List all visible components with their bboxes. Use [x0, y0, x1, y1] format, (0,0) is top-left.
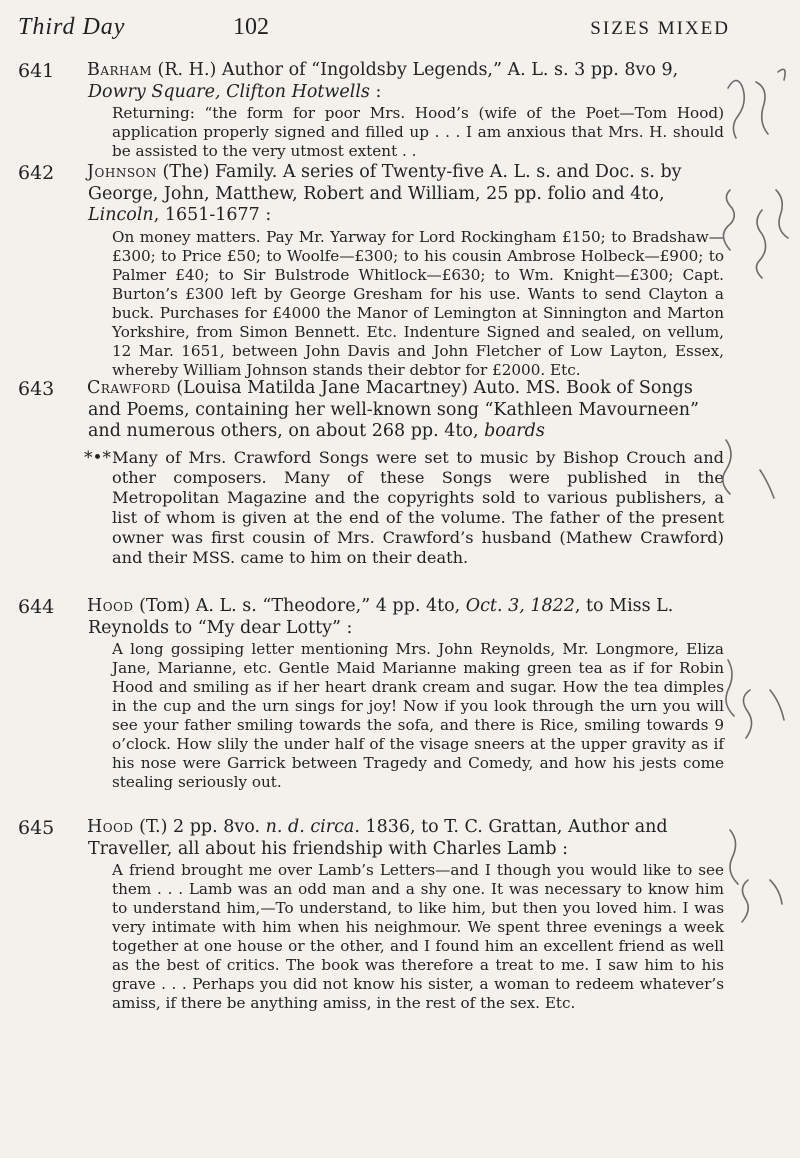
entry-author: Barham	[87, 60, 152, 80]
entry-author: Hood	[87, 596, 134, 616]
lot-number: 643	[18, 378, 55, 400]
entry-heading: Barham (R. H.) Author of “Ingoldsby Legends,” A. L. s. 3 pp. 8vo 9, Dowry Square, Clifton Hotwells :	[87, 60, 679, 102]
entry-description: *•* Many of Mrs. Crawford Songs were set to music by Bishop Crouch and other composers. Many of these Songs were published in the Metropolitan Magazine and the copyrights sold to various publishers, a list of whom is given at the end of the volume. The father of the present owner was first cousin of Mrs. Crawford’s husband (Mathew Crawford) and their MSS. came to him on their death.	[84, 448, 724, 567]
entry-author: Johnson	[87, 162, 157, 182]
lot-number: 644	[18, 596, 55, 618]
entry-description: A long gossiping letter mentioning Mrs. John Reynolds, Mr. Longmore, Eliza Jane, Marianne, etc. Gentle Maid Marianne making green tea as if for Robin Hood and smiling as if her heart drank cream and sugar. How the tea dimples in the cup and the urn sings for joy! Now if you look through the urn you will see your father smiling towards the sofa, and there is Rice, smiling towards 9 o’clock. How slily the under half of the visage sneers at the upper gravity as if his nose were Garrick between Tragedy and Comedy, and how his jests come stealing seriously out.	[112, 640, 724, 791]
entry-description: A friend brought me over Lamb’s Letters—and I though you would like to see them . . . Lamb was an odd man and a shy one. It was necessary to know him to understand him,—To understand, to like him, but then you loved him. I was very intimate with him when his neighmour. We spent three evenings a week together at one house or the other, and I found him an excellent friend as well as the best of critics. The book was therefore a treat to me. I saw him to his grave . . . Perhaps you did not know his sister, a woman to redeem whatever’s amiss, if there be anything amiss, in the rest of the sex. Etc.	[112, 861, 724, 1012]
note-marks: *•*	[84, 448, 112, 468]
lot-number: 642	[18, 162, 55, 184]
lot-number: 645	[18, 817, 55, 839]
entry-author: Hood	[87, 817, 134, 837]
running-head-title: SIZES MIXED	[590, 18, 730, 39]
lot-number: 641	[18, 60, 55, 82]
running-head-section: Third Day	[18, 14, 126, 40]
page-header	[18, 14, 730, 44]
entry-heading: Johnson (The) Family. A series of Twenty-five A. L. s. and Doc. s. by George, John, Matthew, Robert and William, 25 pp. folio and 4to, Lincoln, 1651-1677 :	[87, 162, 682, 225]
entry-heading: Hood (Tom) A. L. s. “Theodore,” 4 pp. 4to, Oct. 3, 1822, to Miss L. Reynolds to “My dear Lotty” :	[87, 596, 674, 638]
page-number: 102	[233, 14, 269, 40]
entry-heading: Hood (T.) 2 pp. 8vo. n. d. circa. 1836, to T. C. Grattan, Author and Traveller, all about his friendship with Charles Lamb :	[87, 817, 668, 859]
entry-description: On money matters. Pay Mr. Yarway for Lord Rockingham £150; to Bradshaw—£300; to Price £50; to Woolfe—£300; to his cousin Ambrose Holbeck—£900; to Palmer £40; to Sir Bulstrode Whitlock—£630; to Wm. Knight—£300; Capt. Burton’s £300 left by George Gresham for his use. Wants to send Clayton a buck. Purchases for £4000 the Manor of Lemington at Sinnington and Marton Yorkshire, from Simon Bennett. Etc. Indenture Signed and sealed, on vellum, 12 Mar. 1651, between John Davis and John Fletcher of Low Layton, Essex, whereby William Johnson stands their debtor for £2000. Etc.	[112, 228, 724, 379]
entry-author: Crawford	[87, 378, 171, 398]
entry-heading: Crawford (Louisa Matilda Jane Macartney) Auto. MS. Book of Songs and Poems, containing her well-known song “Kathleen Mavourneen” and numerous others, on about 268 pp. 4to, boards	[87, 378, 699, 441]
entry-description: Returning: “the form for poor Mrs. Hood’s (wife of the Poet—Tom Hood) application properly signed and filled up . . . I am anxious that Mrs. H. should be assisted to the very utmost extent . .	[112, 104, 724, 160]
